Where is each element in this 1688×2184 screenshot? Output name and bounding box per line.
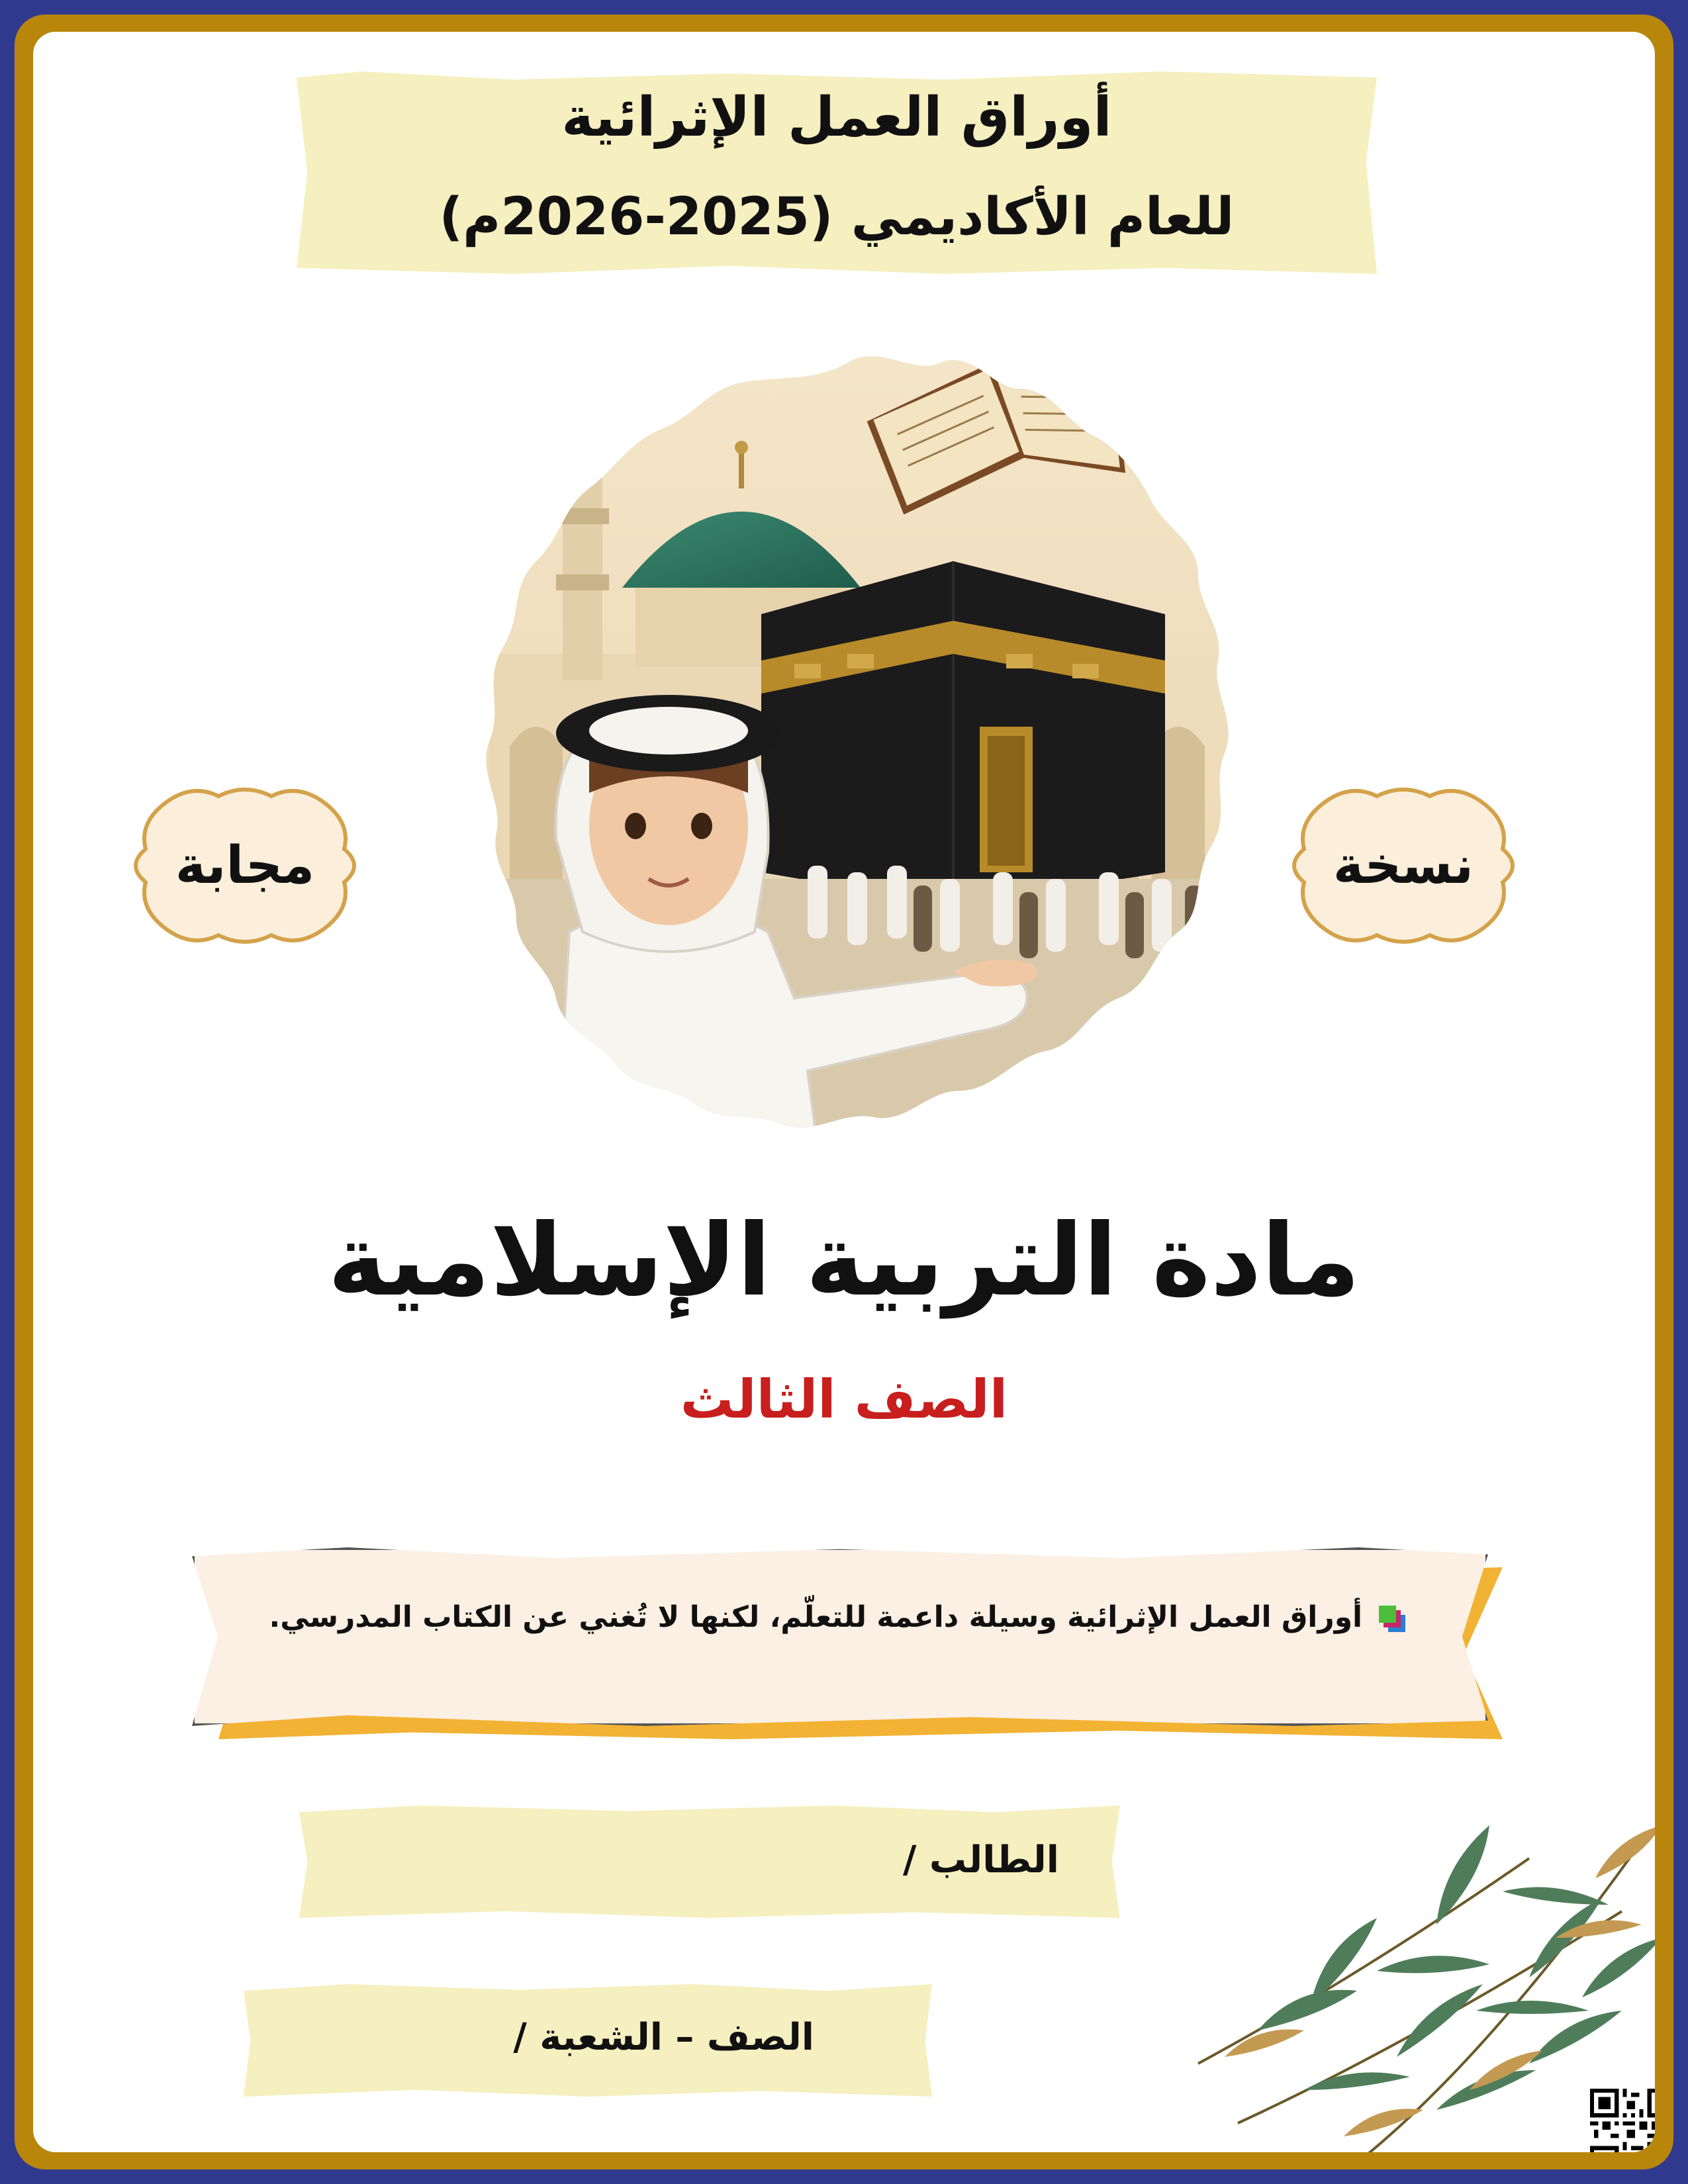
grade-label: الصف الثالث <box>680 1369 1008 1430</box>
note-content <box>218 1600 1456 1634</box>
answered-badge <box>126 783 364 948</box>
class-section-field[interactable]: الصف – الشعبة / <box>513 2016 814 2059</box>
note-box <box>192 1547 1523 1746</box>
kaaba-illustration <box>450 336 1244 1170</box>
academic-year: للعام الأكاديمي (2025-2026م) <box>439 187 1235 247</box>
note-text: أوراق العمل الإثرائية وسيلة داعمة للتعلّم، لكنها لا تُغني عن الكتاب المدرسي. <box>269 1600 1363 1634</box>
stacked-pages-icon <box>1379 1606 1405 1632</box>
worksheet-title: أوراق العمل الإثرائية <box>561 86 1112 149</box>
cover-page <box>33 32 1655 2152</box>
answered-badge-label: مجابة <box>175 836 315 895</box>
bamboo-leaves-decoration <box>1158 1779 1655 2152</box>
student-name-field[interactable]: الطالب / <box>902 1839 1059 1882</box>
copy-badge <box>1284 783 1523 948</box>
note-paper <box>192 1547 1488 1726</box>
qr-code[interactable] <box>1590 2089 1655 2152</box>
subject-title: مادة التربية الإسلامية <box>328 1203 1360 1318</box>
copy-badge-label: نسخة <box>1333 836 1474 895</box>
